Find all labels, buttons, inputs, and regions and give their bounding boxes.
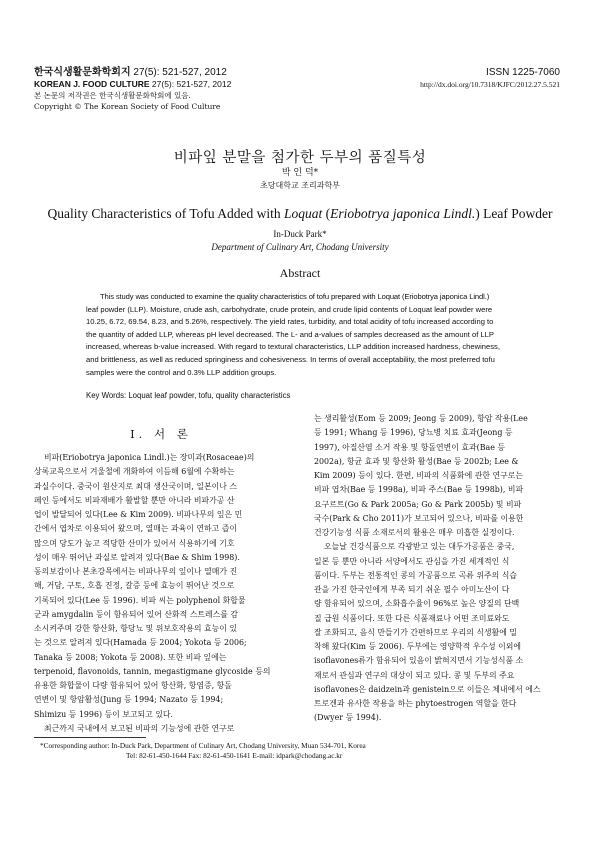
affiliation-korean: 초당대학교 조리과학부 <box>260 181 340 190</box>
title-korean: 비파잎 분말을 첨가한 두부의 품질특성 <box>173 150 427 166</box>
body-left-column <box>34 451 288 736</box>
footnote <box>40 741 366 761</box>
body-text-line: 성이 매우 뛰어난 과실로 알려져 있다(Bae & Shim 1998). <box>34 552 240 562</box>
body-text-line: 요구르트(Go & Park 2005a; Go & Park 2005b) 및 비파 <box>314 499 522 509</box>
body-text-line: 품이다. 두부는 전통적인 콩의 가공품으로 곡류 위주의 식습 <box>314 570 518 580</box>
body-text-line: 동의보감이나 본초강목에서는 비파나무의 잎이나 열매가 진 <box>34 567 238 576</box>
body-text-line: isoflavones류가 함유되어 있음이 밝혀지면서 기능성식품 소 <box>314 656 524 666</box>
body-text-line: 2002a), 항균 효과 및 항산화 활성(Bae 등 2002b; Lee & <box>314 456 519 466</box>
body-text-line: Kim 2009) 등이 있다. 한편, 비파의 식품화에 관한 연구로는 <box>314 471 523 480</box>
body-text-line: 1997), 아질산염 소거 작용 및 항돌연변이 효과(Bae 등 <box>314 442 506 452</box>
author-korean: 박 인 덕* <box>281 168 319 178</box>
body-text-line: 최근까지 국내에서 보고된 비파의 기능성에 관한 연구로 <box>44 723 235 733</box>
body-text-line: 량 함유되어 있으며, 소화흡수율이 96%로 높은 양질의 단백 <box>314 599 520 609</box>
body-text-line: 재로서 관심과 연구의 대상이 되고 있다. 콩 및 두부의 주요 <box>314 670 515 680</box>
copyright-ko: 본 논문의 저작권은 한국식생활문화학회에 있음. <box>34 91 191 100</box>
affiliation-english: Department of Culinary Art, Chodang University <box>211 242 389 252</box>
body-text-line: 페인 등에서도 비파재배가 활발할 뿐만 아니라 비파가공 산 <box>34 495 235 505</box>
body-text-line: terpenoid, flavonoids, tannin, megastigmane glycoside 등의 <box>34 666 271 676</box>
body-text-line: 해, 거담, 구토, 호흡 진정, 갈증 등에 효능이 뛰어난 것으로 <box>34 581 235 591</box>
abstract-line: increased, whereas b-value increased. With regard to textural characteristics, LLP addition increased hardness, chewiness, <box>86 342 500 352</box>
body-text-line: 관을 가진 한국인에게 부족 되기 쉬운 필수 아미노산이 다 <box>314 585 510 594</box>
journal-header <box>34 66 231 112</box>
issn-block <box>420 66 560 91</box>
abstract-line: and brittleness, as well as reduced springiness and cohesiveness. In terms of overall acceptability, the most preferred tofu <box>86 354 495 364</box>
abstract-line: 10.25, 6.72, 69.54, 8.23, and 5.26%, respectively. The yield rates, turbidity, and total acidity of tofu increased according to <box>86 317 494 327</box>
body-text-line: 일본 등 뿐만 아니라 서양에서도 관심을 가진 세계적인 식 <box>314 556 510 566</box>
body-text-line: 비파(Eriobotrya japonica Lindl.)는 장미과(Rosaceae)의 <box>44 453 255 462</box>
abstract-line: leaf powder (LLP). Moisture, crude ash, carbohydrate, crude protein, and crude lipid contents of Loquat leaf powder were <box>86 304 493 314</box>
footnote-contact: Tel: 82-61-450-1644 Fax: 82-61-450-1641 E-mail: idpark@chodang.ac.kr <box>126 751 343 760</box>
footnote-correspondence: *Corresponding author: In-Duck Park, Department of Culinary Art, Chodang University, Muan 534-701, Korea <box>40 741 366 750</box>
body-text-line: 연변이 및 항암활성(Jung 등 1994; Nazato 등 1994; <box>34 695 224 705</box>
abstract-heading: Abstract <box>279 266 321 280</box>
copyright-en: Copyright © The Korean Society of Food Culture <box>34 102 221 111</box>
keywords <box>86 391 290 400</box>
journal-ref-en: 27(5): 521-527, 2012 <box>151 79 232 89</box>
body-text-line: 건강기능성 식품 소재로서의 활용은 매우 미흡한 실정이다. <box>314 528 515 537</box>
body-text-line: Shimizu 등 1996) 등이 보고되고 있다. <box>34 709 174 719</box>
body-text-line: isoflavones은 daidzein과 genistein으로 이들은 체내에서 에스 <box>314 684 541 694</box>
journal-ref-ko: 27(5): 521-527, 2012 <box>133 67 227 78</box>
body-text-line: 과실수이다. 중국이 원산지로 최대 생산국이며, 일본이나 스 <box>34 481 238 491</box>
keywords-label: Key Words: <box>86 391 127 400</box>
body-text-line: 군과 amygdalin 등이 함유되어 있어 산화적 스트레스를 감 <box>34 609 238 619</box>
body-text-line: 업이 발달되어 있다(Lee & Kim 2009). 비파나무의 잎은 민 <box>34 510 243 519</box>
doi-link[interactable]: http://dx.doi.org/10.7318/KJFC/2012.27.5.521 <box>420 80 560 89</box>
body-text-line: (Dwyer 등 1994). <box>314 713 382 723</box>
body-text-line: 트로겐과 유사한 작용을 하는 phytoestrogen 역할을 한다 <box>314 699 517 708</box>
body-text-line: 는 것으로 알려져 있다(Hamada 등 2004; Yokota 등 2006; <box>34 638 247 648</box>
body-text-line: 많으며 당도가 높고 적당한 산미가 있어서 식용하기에 기호 <box>34 538 235 548</box>
section-heading-introduction: I. 서 론 <box>130 427 192 441</box>
body-text-line: 비파 엽차(Bae 등 1998a), 비파 주스(Bae 등 1998b), 비파 <box>314 485 524 495</box>
abstract-body <box>86 291 523 379</box>
body-text-line: 유용한 화합물이 다량 함유되어 있어 항산화, 항염증, 항돌 <box>34 681 232 690</box>
abstract-line: the quantity of added LLP, whereas pH level decreased. The L- and a-values of samples decreased as the amount of LLP <box>86 329 494 339</box>
body-text-line: 소시켜주며 강한 항산화, 항당뇨 및 위보호작용의 효능이 있 <box>34 624 238 633</box>
abstract-line: This study was conducted to examine the quality characteristics of tofu prepared with Loquat (Eriobotrya japonica Lindl.) <box>100 292 490 301</box>
body-text-line: 질 급원 식품이다. 또한 다른 식품재료나 어떤 조미료와도 <box>314 613 510 623</box>
body-text-line: 오늘날 건강식품으로 각광받고 있는 대두가공품은 중국, <box>324 542 515 552</box>
author-english: In-Duck Park* <box>273 229 327 239</box>
journal-name-ko: 한국식생활문화학회지 <box>34 67 131 78</box>
footnote-rule <box>34 737 146 738</box>
body-text-line: Tanaka 등 2008; Yokota 등 2008). 또한 비파 잎에는 <box>34 652 227 662</box>
title-english: Quality Characteristics of Tofu Added with Loquat (Eriobotrya japonica Lindl.) Leaf Powder <box>47 206 553 221</box>
keywords-text: Loquat leaf powder, tofu, quality characteristics <box>128 391 291 400</box>
issn: ISSN 1225-7060 <box>486 67 560 78</box>
journal-name-en: KOREAN J. FOOD CULTURE <box>34 79 150 89</box>
body-text-line: 잘 조화되고, 음식 만들기가 간편하므로 우리의 식생활에 밀 <box>314 627 518 637</box>
body-right-column <box>314 412 566 726</box>
body-text-line: 상록교목으로서 겨울철에 개화하여 이듬해 6월에 수확하는 <box>34 467 235 477</box>
body-text-line: 등 1991; Whang 등 1996), 당뇨병 치료 효과(Jeong 등 <box>314 428 513 438</box>
abstract-line: samples were the control and 0.3% LLP addition groups. <box>86 367 277 377</box>
body-text-line: 착해 왔다(Kim 등 2006). 두부에는 영양학적 우수성 이외에 <box>314 642 522 651</box>
body-text-line: 기록되어 있다(Lee 등 1996). 비파 씨는 polyphenol 화합물 <box>34 595 246 605</box>
body-text-line: 는 생리활성(Eom 등 2009; Jeong 등 2009), 항암 작용(Lee <box>314 414 528 423</box>
body-text-line: 국수(Park & Cho 2011)가 보고되어 있으나, 비파를 이용한 <box>314 513 524 523</box>
body-text-line: 간에서 엽차로 이용되어 왔으며, 열매는 과육이 연하고 즙이 <box>34 524 238 534</box>
